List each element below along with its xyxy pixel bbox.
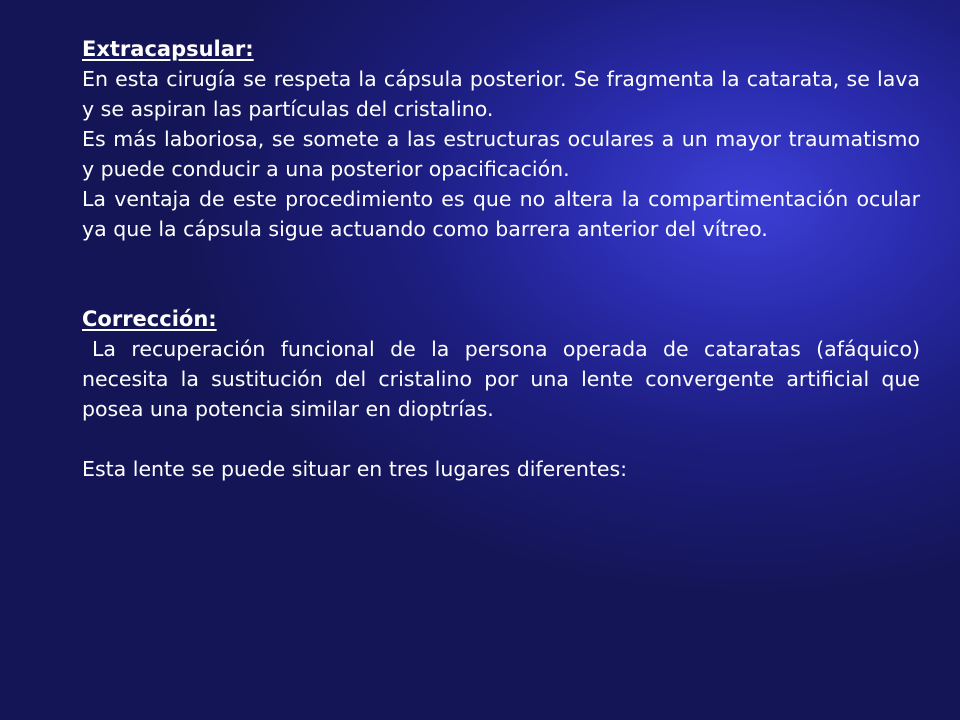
slide-content bbox=[82, 34, 920, 484]
paragraph-functional-recovery: La recuperación funcional de la persona operada de cataratas (afáquico) necesita la sustitución del cristalino por una lente convergente artificial que posea una potencia similar en dioptrías. bbox=[82, 337, 920, 421]
paragraph-lens-locations: Esta lente se puede situar en tres lugares diferentes: bbox=[82, 457, 628, 481]
paragraph-gap bbox=[82, 424, 920, 454]
paragraph-advantage: La ventaja de este procedimiento es que no altera la compartimentación ocular ya que la cápsula sigue actuando como barrera anterior del vítreo. bbox=[82, 187, 920, 241]
section-gap bbox=[82, 244, 920, 304]
section-heading-correccion: Corrección: bbox=[82, 307, 217, 331]
section-correccion bbox=[82, 304, 920, 484]
section-heading-extracapsular: Extracapsular: bbox=[82, 37, 254, 61]
section-extracapsular bbox=[82, 34, 920, 244]
paragraph-laboriousness: Es más laboriosa, se somete a las estructuras oculares a un mayor traumatismo y puede conducir a una posterior opacificación. bbox=[82, 127, 920, 181]
paragraph-capsule-technique: En esta cirugía se respeta la cápsula posterior. Se fragmenta la catarata, se lava y se aspiran las partículas del cristalino. bbox=[82, 67, 920, 121]
